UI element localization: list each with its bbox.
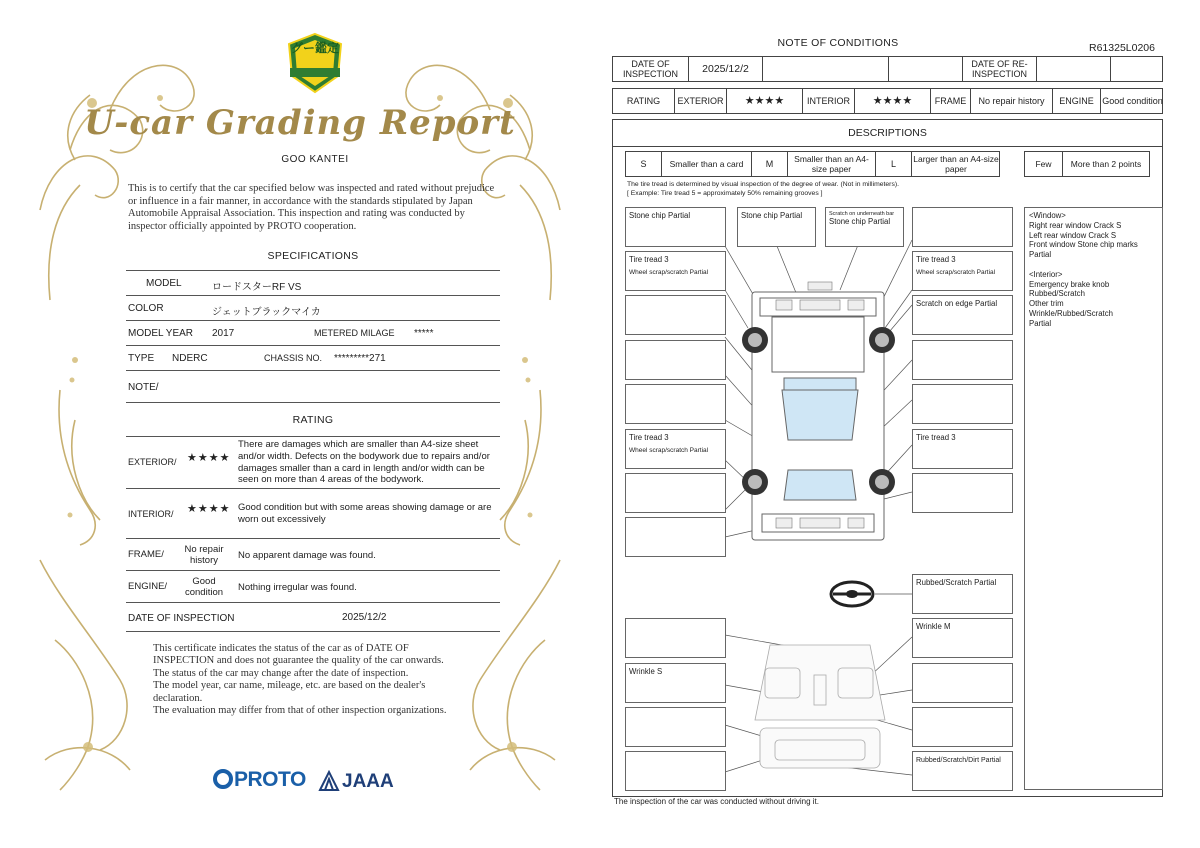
frame-label: FRAME [931,89,971,113]
note-box-underbar [825,207,904,247]
spec-row-note [126,370,500,403]
date-of-inspection-value: 2025/12/2 [342,612,387,623]
legend-few-text: More than 2 points [1070,159,1142,169]
legend-s: S [626,152,662,176]
mileage-value: ***** [414,328,434,339]
side-note-line: Emergency brake knob [1029,279,1110,289]
note-box-empty [912,340,1013,380]
note-box-stone-chip [737,207,816,247]
chassis-value: *********271 [334,353,386,364]
few-legend [1024,151,1150,177]
note-box-empty [625,295,726,335]
side-note-line: Rubbed/Scratch [1029,289,1085,299]
frame-value: No repair history [971,89,1053,113]
side-note-line: Other trim [1029,299,1064,309]
tire-tread-text: Tire tread 3 [916,255,956,264]
frame-label: FRAME/ [128,549,164,560]
engine-label: ENGINE/ [128,581,168,592]
conditions-title: NOTE OF CONDITIONS [777,37,899,49]
interior-description: Good condition but with some areas showing damage or are worn out excessively [238,502,492,525]
date-of-inspection-value: 2025/12/2 [689,57,763,81]
badge-text: グー鑑定 [290,41,339,55]
legend-s-text: Smaller than a card [662,152,752,176]
note-underbar-text: Scratch on underneath bar [829,211,895,217]
certificate-disclaimer [153,643,483,717]
engine-description: Nothing irregular was found. [238,582,357,593]
interior-stars: ★★★★ [187,503,231,515]
spec-row-model-year [126,320,500,345]
date-blank-cell [889,57,963,81]
divider [613,146,1162,147]
wheel-scrap-text: Wheel scrap/scratch Partial [916,269,996,276]
note-box-tire-rear-right [912,429,1013,469]
note-stone-chip-text: Stone chip Partial [829,217,891,226]
engine-value: Good condition [1102,96,1163,106]
type-value: NDERC [172,353,208,364]
tread-example: [ Example: Tire tread 5 = approximately 50% remaining grooves ] [627,190,823,197]
note-box-tire-front-left [625,251,726,291]
side-note-line: Front window Stone chip marks [1029,240,1138,250]
note-box-empty [912,473,1013,513]
disclaimer-line: declaration. [153,692,203,704]
proto-logo-text: PROTO [234,768,306,791]
note-box-tire-front-right [912,251,1013,291]
rating-row-date [126,602,500,632]
wrinkle-s-text: Wrinkle S [629,667,663,676]
side-note-line: Partial [1029,318,1052,328]
rating-heading: RATING [292,414,334,426]
note-box-scratch-edge [912,295,1013,335]
disclaimer-line: The evaluation may differ from that of other inspection organizations. [153,705,447,717]
engine-label: ENGINE [1053,89,1101,113]
model-year-label: MODEL YEAR [128,328,194,339]
color-value: ジェットブラックマイカ [212,307,321,318]
legend-few: Few [1025,152,1063,176]
side-note-line: Right rear window Crack S [1029,220,1122,230]
wheel-scrap-text: Wheel scrap/scratch Partial [629,269,709,276]
spec-row-type [126,345,500,370]
disclaimer-line: The status of the car may change after the date of inspection. [153,667,409,679]
note-box-empty [625,618,726,658]
side-note-line: Wrinkle/Rubbed/Scratch [1029,308,1113,318]
window-interior-notes [1024,207,1163,790]
specifications-table [126,270,500,403]
interior-label: INTERIOR [803,89,855,113]
rating-table [126,436,500,632]
tread-note: The tire tread is determined by visual inspection of the degree of wear. (Not in millimeters). [627,181,899,188]
size-legend [625,151,1000,177]
tire-tread-text: Tire tread 3 [916,433,956,442]
date-blank-cell [1111,57,1164,81]
tire-tread-text: Tire tread 3 [629,433,669,442]
reference-number: R61325L0206 [1089,42,1155,54]
note-box-empty [625,707,726,747]
rating-row-interior [126,488,500,538]
scratch-edge-text: Scratch on edge Partial [916,299,998,308]
rubbed-dirt-text: Rubbed/Scratch/Dirt Partial [916,757,1001,764]
note-box-tire-rear-left [625,429,726,469]
note-box-empty [625,340,726,380]
note-box-empty [625,384,726,424]
spec-row-model [126,270,500,295]
engine-value: Good condition [184,576,224,598]
date-of-inspection-label: DATE OF INSPECTION [613,57,689,81]
note-box-rubbed-scratch [912,574,1013,614]
model-year-value: 2017 [212,328,235,339]
rating-row-exterior [126,436,500,488]
tire-tread-text: Tire tread 3 [629,255,669,264]
rubbed-scratch-text: Rubbed/Scratch Partial [916,578,997,587]
disclaimer-line: This certificate indicates the status of the car as of DATE OF [153,643,409,654]
note-box-rubbed-dirt [912,751,1013,791]
proto-logo [213,768,306,792]
chassis-label: CHASSIS NO. [264,353,323,363]
proto-mark-icon [213,769,233,789]
side-note-line: <Window> [1029,211,1066,220]
exterior-stars: ★★★★ [727,89,803,113]
specifications-heading: SPECIFICATIONS [267,250,359,262]
color-label: COLOR [128,303,164,314]
note-box-empty [912,663,1013,703]
re-inspection-label: DATE OF RE-INSPECTION [963,57,1037,81]
note-box-empty [625,473,726,513]
frame-description: No apparent damage was found. [238,550,376,561]
legend-l-text: Larger than an A4-size paper [913,154,999,174]
rating-summary-row [612,88,1163,114]
side-note-spacer [1029,260,1158,270]
inspection-date-row [612,56,1163,82]
report-title: U-car Grading Report [84,103,516,143]
note-box-stone-chip [625,207,726,247]
frame-value: No repair history [184,544,224,566]
rating-row-frame [126,538,500,570]
exterior-stars: ★★★★ [187,452,231,464]
interior-label: INTERIOR/ [128,509,174,519]
spec-row-color [126,295,500,320]
note-box-wrinkle-s [625,663,726,703]
mileage-label: METERED MILAGE [314,328,395,338]
interior-stars: ★★★★ [855,89,931,113]
re-inspection-value [1037,57,1111,81]
note-box-empty [912,384,1013,424]
exterior-description: There are damages which are smaller than A4-size sheet and/or width. Defects on the bodywork due to repairs and/or damages smaller than a card in length and/or width can be seen on more than 4 areas of the bodywork. [238,439,490,486]
model-value: ロードスターRF VS [212,282,302,293]
legend-l: L [876,152,912,176]
certification-statement: This is to certify that the car specified below was inspected and rated without prejudice or influence in a fair manner, in accordance with the standards stipulated by Japan Automobile Appraisal Association. This inspection and rating was conducted by inspector officially appointed by PROTO cooperation. [128,183,495,232]
report-subtitle: GOO KANTEI [281,154,349,165]
exterior-label: EXTERIOR [675,89,727,113]
side-note-line: <Interior> [1029,269,1063,279]
exterior-label: EXTERIOR/ [128,457,177,467]
note-label: NOTE/ [128,382,159,393]
legend-m-text: Smaller than an A4-size paper [788,152,876,176]
note-box-empty [625,751,726,791]
note-box-empty [625,517,726,557]
disclaimer-line: The model year, car name, mileage, etc. are based on the dealer's [153,680,426,692]
inspection-footer-note: The inspection of the car was conducted without driving it. [614,797,819,806]
date-of-inspection-label: DATE OF INSPECTION [128,613,235,624]
note-box-wrinkle-m [912,618,1013,658]
type-label: TYPE [128,353,155,364]
date-blank-cell [763,57,889,81]
note-box-empty [912,707,1013,747]
legend-m: M [752,152,788,176]
rating-row-engine [126,570,500,602]
wrinkle-m-text: Wrinkle M [916,622,951,631]
jaaa-logo-text: JAAA [342,771,394,792]
rating-label: RATING [613,89,675,113]
wheel-scrap-text: Wheel scrap/scratch Partial [629,447,709,454]
side-note-line: Partial [1029,250,1052,260]
note-box-empty [912,207,1013,247]
jaaa-mark-icon [318,770,340,794]
descriptions-heading: DESCRIPTIONS [848,127,927,139]
model-label: MODEL [146,278,182,289]
note-stone-chip-text: Stone chip Partial [629,211,691,220]
note-stone-chip-text: Stone chip Partial [741,211,803,220]
side-note-line: Left rear window Crack S [1029,230,1117,240]
disclaimer-line: INSPECTION and does not guarantee the quality of the car onwards. [153,655,444,667]
note-of-conditions [600,0,1200,848]
